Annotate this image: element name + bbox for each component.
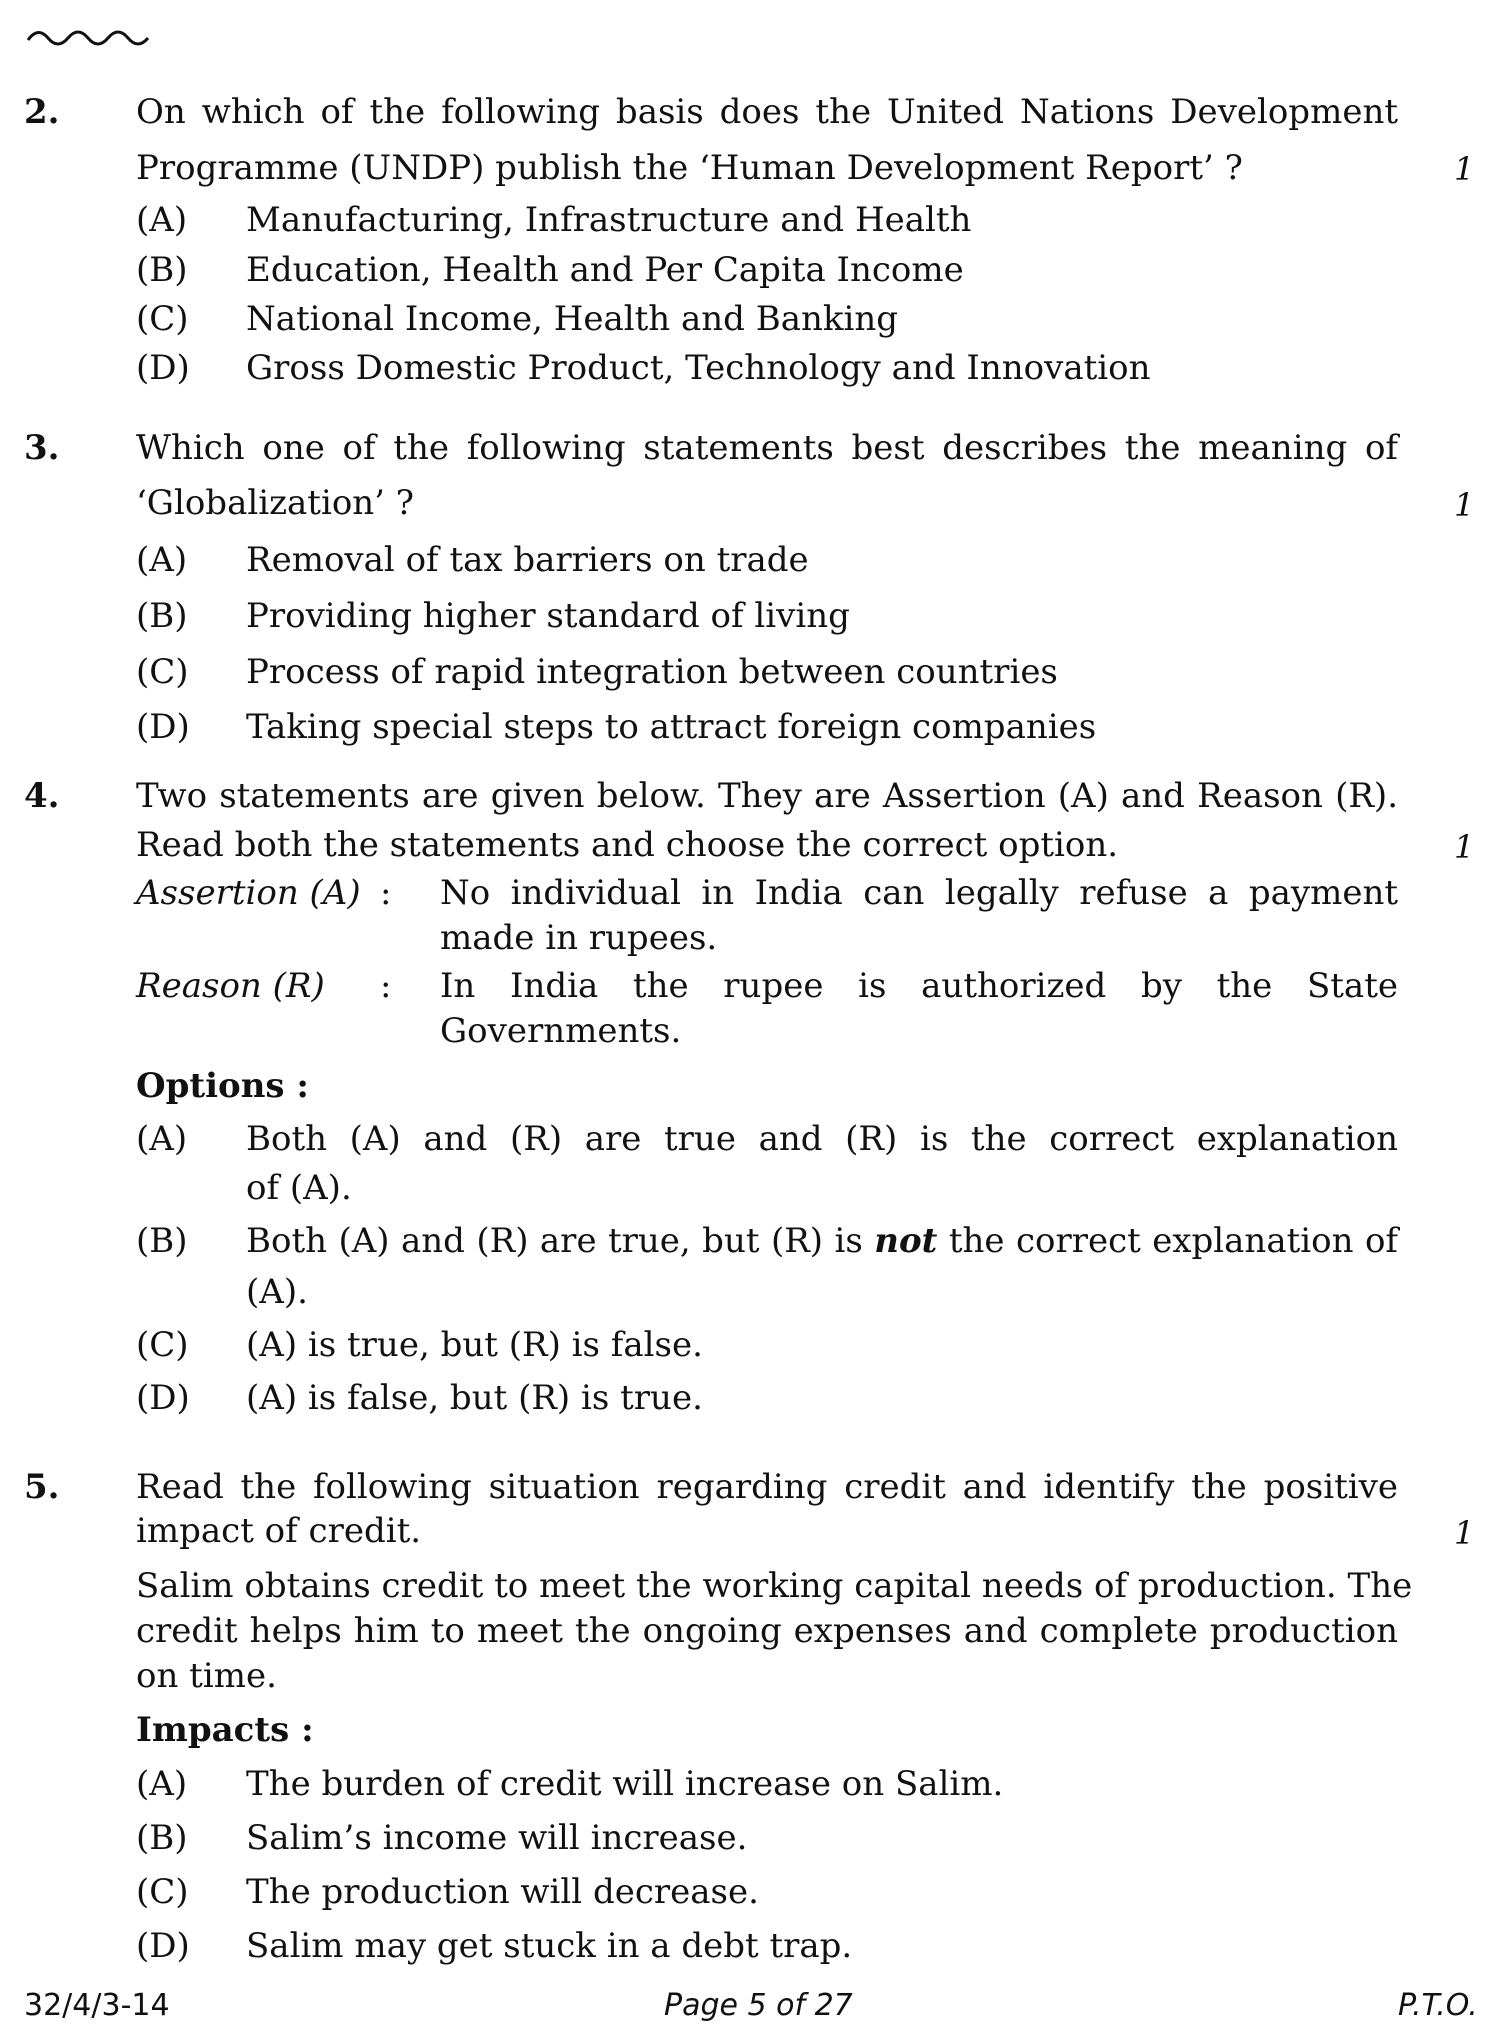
option-text: The burden of credit will increase on Salim. (246, 1764, 1004, 1804)
option-label: (D) (136, 1378, 190, 1418)
passage-line: Salim obtains credit to meet the working capital needs of production. The (136, 1566, 1413, 1606)
option-label: (C) (136, 652, 189, 692)
passage-line: on time. (136, 1656, 277, 1696)
reason-colon: : (380, 966, 392, 1006)
option-text: (A) is false, but (R) is true. (246, 1378, 703, 1418)
pto-label: P.T.O. (1398, 1988, 1478, 2023)
option-text: The production will decrease. (246, 1872, 759, 1912)
option-text: Removal of tax barriers on trade (246, 540, 809, 580)
option-label: (B) (136, 1221, 188, 1261)
question-stem-line: impact of credit. (136, 1511, 422, 1551)
question-number: 4. (24, 776, 60, 816)
option-label: (A) (136, 1119, 188, 1159)
question-stem-line: Programme (UNDP) publish the ‘Human Development Report’ ? (136, 148, 1243, 188)
option-text-before: Both (A) and (R) are true, but (R) is (246, 1221, 875, 1261)
question-stem-line: Which one of the following statements best describes the meaning of (136, 428, 1398, 468)
marks: 1 (1454, 150, 1475, 188)
options-heading: Options : (136, 1066, 309, 1106)
reason-text-line: Governments. (440, 1011, 682, 1051)
option-text: Providing higher standard of living (246, 596, 850, 636)
option-text-line (246, 1221, 1398, 1261)
marks: 1 (1454, 486, 1475, 524)
wave-ornament-icon (26, 22, 156, 52)
marks: 1 (1454, 828, 1475, 866)
paper-code: 32/4/3-14 (24, 1988, 170, 2023)
impacts-heading: Impacts : (136, 1710, 314, 1750)
reason-text-line: In India the rupee is authorized by the State (440, 966, 1398, 1006)
emphasis-text: not (874, 1221, 938, 1261)
page-number: Page 5 of 27 (664, 1988, 853, 2023)
option-label: (A) (136, 1764, 188, 1804)
marks: 1 (1454, 1514, 1475, 1552)
question-stem-line: Read the following situation regarding credit and identify the positive (136, 1467, 1398, 1507)
question-number: 2. (24, 92, 60, 132)
option-text: National Income, Health and Banking (246, 299, 899, 339)
option-text-after: the correct explanation of (937, 1221, 1399, 1261)
assertion-text-line: made in rupees. (440, 918, 718, 958)
question-stem-line: Read both the statements and choose the correct option. (136, 825, 1119, 865)
option-text: Salim may get stuck in a debt trap. (246, 1926, 853, 1966)
question-number: 3. (24, 428, 60, 468)
question-stem-line: On which of the following basis does the United Nations Development (136, 92, 1398, 132)
question-stem-line: Two statements are given below. They are Assertion (A) and Reason (R). (136, 776, 1398, 816)
option-label: (C) (136, 1872, 189, 1912)
option-text-line: of (A). (246, 1168, 352, 1208)
option-text: Process of rapid integration between countries (246, 652, 1058, 692)
option-label: (C) (136, 1325, 189, 1365)
assertion-text-line: No individual in India can legally refuse a payment (440, 873, 1398, 913)
passage-line: credit helps him to meet the ongoing expenses and complete production (136, 1611, 1398, 1651)
option-text: (A) is true, but (R) is false. (246, 1325, 703, 1365)
option-label: (A) (136, 540, 188, 580)
assertion-colon: : (380, 873, 392, 913)
option-text: Gross Domestic Product, Technology and Innovation (246, 348, 1151, 388)
option-label: (D) (136, 348, 190, 388)
reason-label: Reason (R) (136, 966, 325, 1006)
option-label: (D) (136, 707, 190, 747)
option-label: (B) (136, 250, 188, 290)
question-stem-line: ‘Globalization’ ? (136, 483, 415, 523)
option-text-line: Both (A) and (R) are true and (R) is the correct explanation (246, 1119, 1398, 1159)
question-number: 5. (24, 1467, 60, 1507)
option-label: (B) (136, 1818, 188, 1858)
assertion-label: Assertion (A) (136, 873, 361, 913)
option-text: Taking special steps to attract foreign companies (246, 707, 1097, 747)
option-text: Salim’s income will increase. (246, 1818, 748, 1858)
option-label: (A) (136, 200, 188, 240)
option-label: (D) (136, 1926, 190, 1966)
option-label: (C) (136, 299, 189, 339)
option-label: (B) (136, 596, 188, 636)
option-text-line: (A). (246, 1272, 308, 1312)
option-text: Education, Health and Per Capita Income (246, 250, 964, 290)
option-text: Manufacturing, Infrastructure and Health (246, 200, 972, 240)
